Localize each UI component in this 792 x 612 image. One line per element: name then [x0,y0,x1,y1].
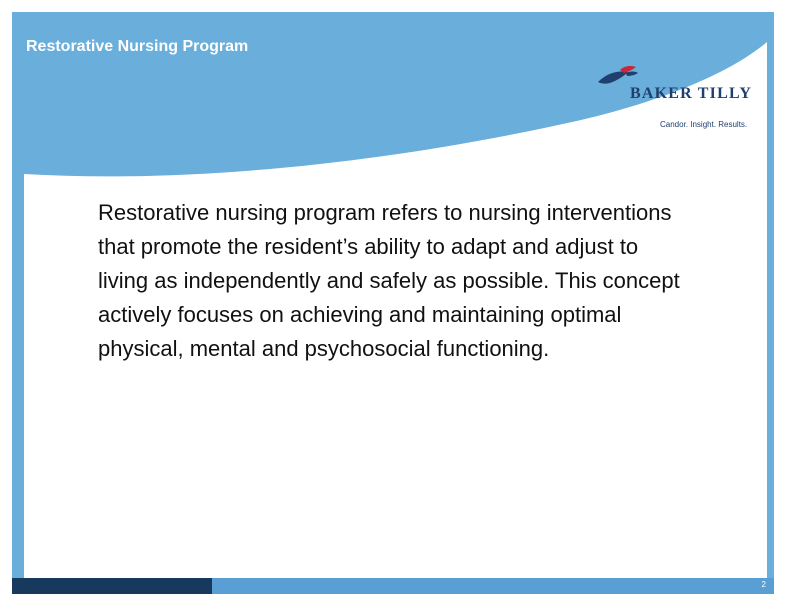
logo-tagline: Candor. Insight. Results. [660,120,748,129]
footer-bar [12,578,774,594]
slide [12,12,774,594]
slide-body-text: Restorative nursing program refers to nursing interventions that promote the resident’s ability to adapt and adjust to living as independently and safely as possible. This concept actively focuses on achieving and maintaining optimal physical, mental and psychosocial functioning. [98,200,680,361]
footer-accent-block [12,578,212,594]
baker-tilly-logo [596,64,766,144]
slide-title: Restorative Nursing Program [26,38,249,55]
page-number: 2 [761,580,766,589]
logo-name: BAKER TILLY [630,85,753,102]
